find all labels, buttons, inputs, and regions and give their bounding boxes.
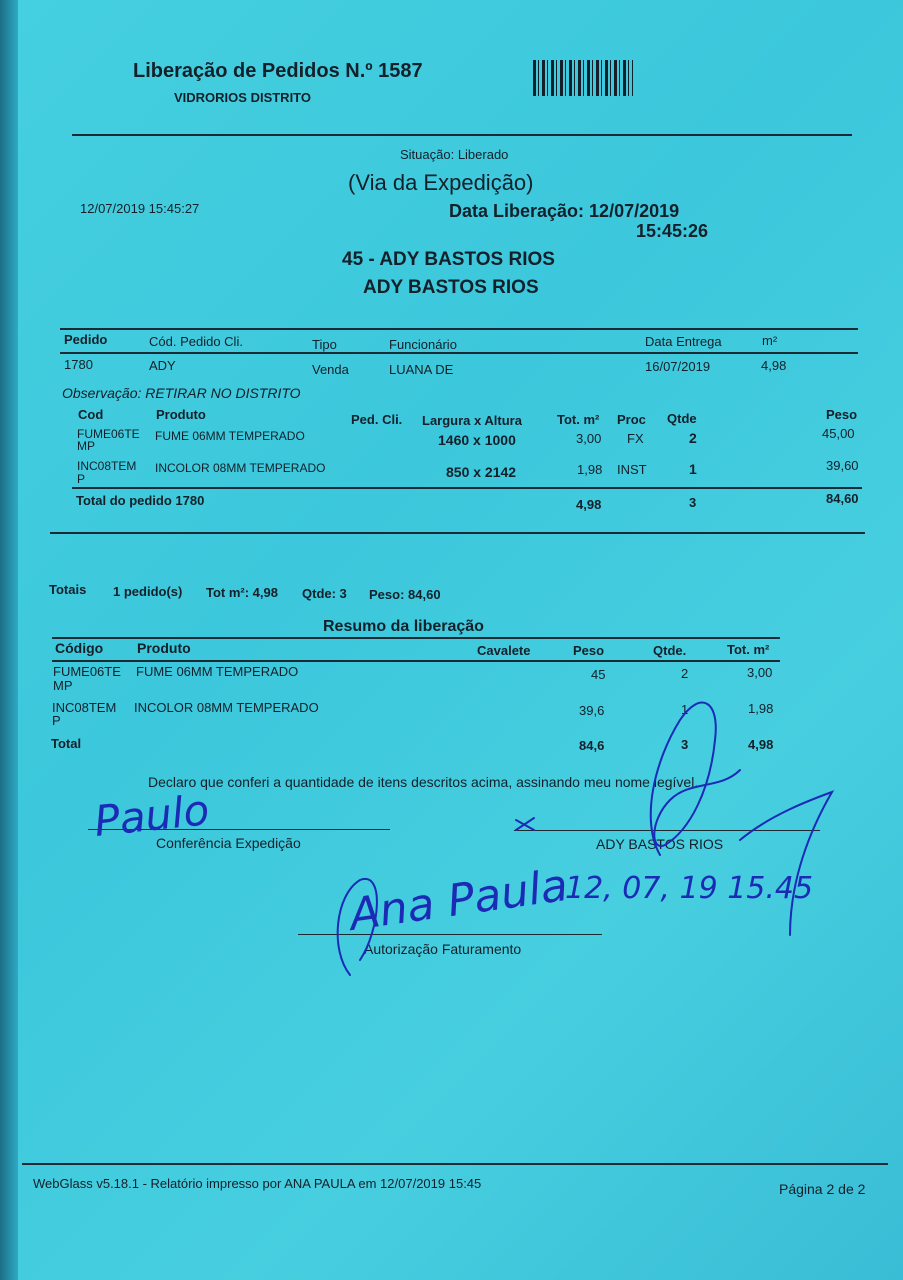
summary-cod: FUME06TE [53,664,121,679]
item-cod: INC08TEM [77,459,137,473]
summary-title: Resumo da liberação [323,618,484,635]
col-tot-m2: Tot. m² [557,412,600,427]
summary-total-qtde: 3 [681,737,689,752]
client-code-name: 45 - ADY BASTOS RIOS [342,249,555,270]
item-tot-m2: 1,98 [577,462,603,477]
handwritten-conferencia-signature: Paulo [91,785,212,846]
order-pedido: 1780 [64,357,93,372]
col-summary-tot-m2: Tot. m² [727,642,770,657]
col-largura-altura: Largura x Altura [422,413,522,428]
summary-peso: 39,6 [579,703,605,718]
col-cod: Cod [78,407,104,422]
summary-total-tot-m2: 4,98 [748,737,774,752]
col-summary-produto: Produto [137,640,191,656]
col-pedido: Pedido [64,332,108,347]
col-summary-peso: Peso [573,643,605,658]
item-peso: 39,60 [826,458,859,473]
items-total-qtde: 3 [689,495,697,510]
item-tot-m2: 3,00 [576,431,602,446]
company-name: VIDRORIOS DISTRITO [174,90,311,105]
declaration-text: Declaro que conferi a quantidade de itens descritos acima, assinando meu nome legível. [148,774,699,790]
handwritten-date: 12, 07, 19 15.45 [565,871,814,906]
page-number: Página 2 de 2 [779,1181,866,1197]
item-produto: FUME 06MM TEMPERADO [155,429,305,443]
release-date: Data Liberação: 12/07/2019 [449,201,680,221]
item-cod-cont: MP [77,439,95,453]
summary-produto: INCOLOR 08MM TEMPERADO [134,700,319,715]
order-funcionario: LUANA DE [389,362,454,377]
summary-cod: INC08TEM [52,700,117,715]
document-title: Liberação de Pedidos N.º 1587 [133,60,423,82]
col-cod-pedido-cli: Cód. Pedido Cli. [149,334,243,349]
col-cavalete: Cavalete [477,643,531,658]
handwritten-autorizacao-signature: Ana Paula [346,859,571,941]
summary-qtde: 2 [681,666,689,681]
item-qtde: 1 [689,461,697,477]
status-text: Situação: Liberado [400,147,509,162]
footer-divider [22,1163,888,1165]
totals-peso: Peso: 84,60 [369,587,441,602]
client-signature-stroke [651,703,740,855]
summary-cod-cont: P [52,713,61,728]
item-dims: 850 x 2142 [446,464,517,480]
col-peso: Peso [826,407,858,422]
order-tipo: Venda [312,362,349,377]
items-total-label: Total do pedido 1780 [76,493,205,508]
conferencia-label: Conferência Expedição [156,835,301,851]
col-funcionario: Funcionário [389,337,457,352]
col-codigo: Código [55,640,104,656]
col-data-entrega: Data Entrega [645,334,722,349]
print-datetime: 12/07/2019 15:45:27 [80,201,200,216]
col-m2: m² [762,333,778,348]
col-ped-cli: Ped. Cli. [351,412,403,427]
autorizacao-label: Autorização Faturamento [364,941,522,957]
item-produto: INCOLOR 08MM TEMPERADO [155,461,326,475]
order-data-entrega: 16/07/2019 [645,359,711,374]
summary-tot-m2: 3,00 [747,665,773,680]
item-cod: FUME06TE [77,427,140,441]
summary-total-label: Total [51,736,82,751]
col-summary-qtde: Qtde. [653,643,687,658]
totals-label: Totais [49,582,87,597]
client-signature-label: ADY BASTOS RIOS [596,836,724,852]
footer-print-info: WebGlass v5.18.1 - Relatório impresso por ANA PAULA em 12/07/2019 15:45 [33,1176,482,1191]
x-mark [516,818,534,830]
col-qtde: Qtde [667,411,697,426]
col-produto: Produto [156,407,206,422]
item-cod-cont: P [77,472,86,486]
client-signature-tail-stroke [740,792,832,935]
items-total-m2: 4,98 [576,497,602,512]
order-m2: 4,98 [761,358,787,373]
col-proc: Proc [617,412,646,427]
summary-qtde: 1 [681,702,689,717]
items-total-peso: 84,60 [826,491,859,506]
item-dims: 1460 x 1000 [438,432,516,448]
order-cod-cli: ADY [149,358,176,373]
summary-cod-cont: MP [53,678,73,693]
via-label: (Via da Expedição) [348,170,534,195]
summary-peso: 45 [591,667,606,682]
summary-tot-m2: 1,98 [748,701,774,716]
summary-produto: FUME 06MM TEMPERADO [136,664,299,679]
col-tipo: Tipo [312,337,337,352]
release-time: 15:45:26 [636,221,709,241]
client-name: ADY BASTOS RIOS [363,277,539,298]
observation: Observação: RETIRAR NO DISTRITO [62,385,301,401]
item-peso: 45,00 [822,426,855,441]
totals-m2: Tot m²: 4,98 [206,585,278,600]
item-proc: INST [617,462,647,477]
summary-total-peso: 84,6 [579,738,605,753]
totals-qtde: Qtde: 3 [302,586,347,601]
totals-pedidos: 1 pedido(s) [113,584,183,599]
item-proc: FX [627,431,644,446]
item-qtde: 2 [689,430,697,446]
